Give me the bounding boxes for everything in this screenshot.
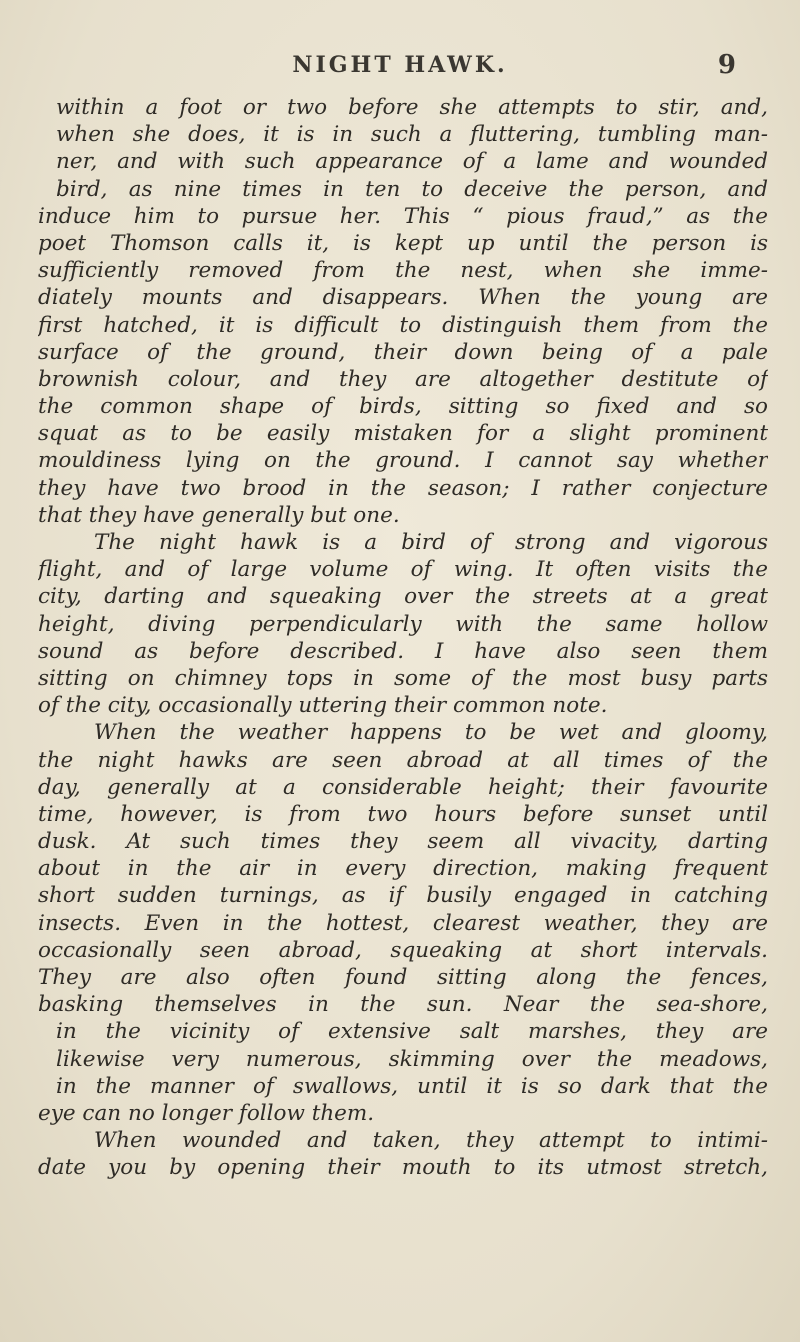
text-line: that they have generally but one.	[38, 502, 400, 528]
text-line: in the manner of swallows, until it is so dark that the	[56, 1073, 768, 1099]
text-line: mouldiness lying on the ground. I cannot say whether	[38, 448, 768, 474]
text-line: brownish colour, and they are altogether destitute of	[38, 366, 768, 392]
text-line: likewise very numerous, skimming over the meadows,	[56, 1046, 768, 1072]
text-line: about in the air in every direction, making frequent	[38, 856, 768, 882]
text-line: day, generally at a considerable height; their favourite	[38, 774, 768, 800]
text-line: flight, and of large volume of wing. It often visits the	[38, 557, 768, 583]
text-line: the night hawks are seen abroad at all times of the	[38, 747, 768, 773]
text-line: insects. Even in the hottest, clearest weather, they are	[38, 910, 768, 936]
text-line: ner, and with such appearance of a lame and wounded	[56, 149, 768, 175]
text-line: eye can no longer follow them.	[38, 1100, 375, 1126]
text-line: When wounded and taken, they attempt to intimi-	[94, 1128, 768, 1154]
text-line: poet Thomson calls it, is kept up until the person is	[38, 230, 768, 256]
text-line: induce him to pursue her. This “ pious fraud,” as the	[38, 203, 768, 229]
text-line: diately mounts and disappears. When the young are	[38, 285, 768, 311]
text-line: short sudden turnings, as if busily engaged in catching	[38, 883, 768, 909]
running-title: NIGHT HAWK.	[292, 52, 508, 78]
text-line: They are also often found sitting along the fences,	[38, 965, 768, 990]
text-line: in the vicinity of extensive salt marshes, they are	[56, 1019, 768, 1045]
text-line: time, however, is from two hours before sunset until	[38, 801, 768, 827]
text-line: basking themselves in the sun. Near the sea-shore,	[38, 992, 768, 1018]
text-line: squat as to be easily mistaken for a slight prominent	[38, 421, 768, 447]
page-number: 9	[717, 50, 736, 80]
text-line: sitting on chimney tops in some of the most busy parts	[38, 665, 768, 691]
text-line: bird, as nine times in ten to deceive the person, and	[56, 176, 768, 202]
running-head	[0, 52, 800, 88]
text-line: The night hawk is a bird of strong and vigorous	[94, 530, 768, 555]
text-line: date you by opening their mouth to its utmost stretch,	[38, 1155, 768, 1181]
text-line: surface of the ground, their down being of a pale	[38, 339, 768, 365]
text-line: occasionally seen abroad, squeaking at short intervals.	[38, 937, 768, 963]
text-line: when she does, it is in such a fluttering, tumbling man-	[56, 122, 768, 148]
text-line: sufficiently removed from the nest, when she imme-	[38, 258, 768, 284]
text-line: within a foot or two before she attempts to stir, and,	[56, 95, 768, 120]
text-line: When the weather happens to be wet and gloomy,	[94, 720, 768, 746]
text-line: sound as before described. I have also seen them	[38, 638, 768, 664]
body-text	[38, 94, 768, 1182]
text-line: dusk. At such times they seem all vivacity, darting	[38, 829, 768, 855]
text-line: city, darting and squeaking over the streets at a great	[38, 584, 768, 610]
text-line: of the city, occasionally uttering their common note.	[38, 693, 608, 719]
text-line: the common shape of birds, sitting so fixed and so	[38, 394, 768, 420]
text-line: height, diving perpendicularly with the same hollow	[38, 611, 768, 637]
text-line: they have two brood in the season; I rather conjecture	[38, 475, 768, 501]
text-line: first hatched, it is difficult to distinguish them from the	[38, 312, 768, 338]
